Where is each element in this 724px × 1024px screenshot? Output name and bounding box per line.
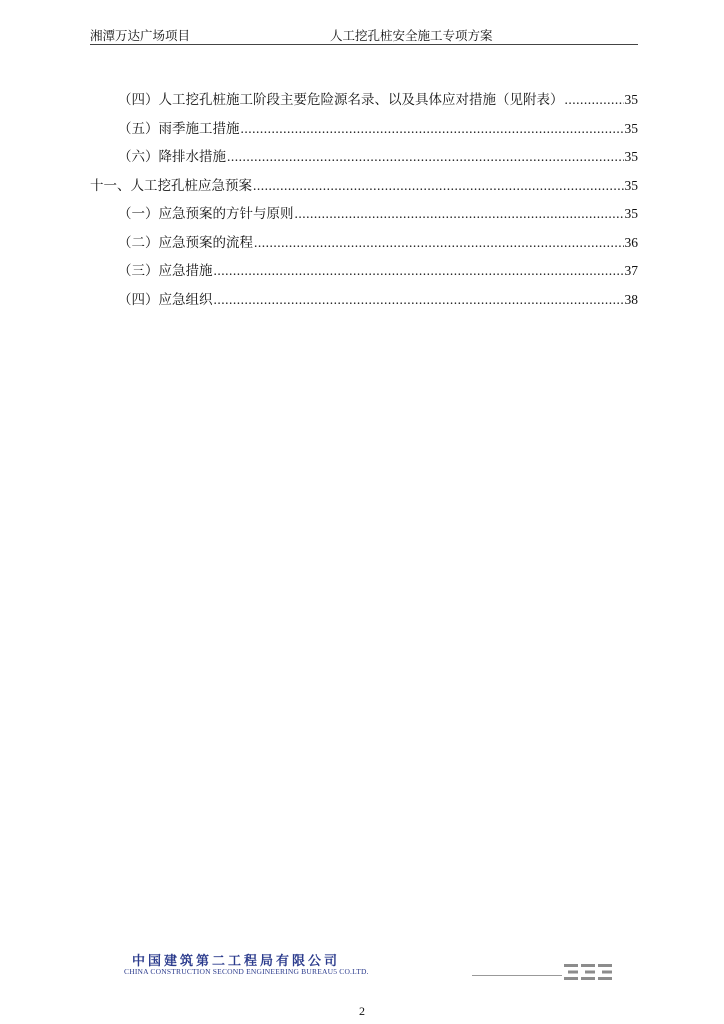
toc-leader-dots (253, 178, 624, 194)
header-project-name: 湘潭万达广场项目 (90, 28, 191, 43)
page-number: 2 (359, 1004, 365, 1018)
page-header (90, 24, 638, 45)
toc-entry-page: 37 (624, 263, 638, 278)
toc-entry-page: 35 (624, 120, 638, 136)
toc-entry-page: 35 (624, 206, 638, 221)
table-of-contents (90, 88, 638, 316)
toc-entry-text: （一）应急预案的方针与原则 (118, 206, 294, 222)
toc-entry-text: （四）人工挖孔桩施工阶段主要危险源名录、以及具体应对措施（见附表） (118, 92, 564, 108)
cscec-logo-icon (564, 962, 614, 986)
toc-entry[interactable] (90, 259, 638, 288)
header-document-title: 人工挖孔桩安全施工专项方案 (330, 28, 493, 43)
toc-leader-dots (241, 121, 624, 137)
toc-leader-dots (214, 263, 624, 279)
toc-entry-page: 38 (624, 291, 638, 307)
toc-entry-text: 十一、人工挖孔桩应急预案 (90, 177, 252, 194)
toc-entry-page: 35 (624, 149, 638, 164)
toc-entry-text: （五）雨季施工措施 (118, 120, 240, 137)
toc-entry[interactable] (90, 174, 638, 203)
toc-entry-page: 36 (624, 234, 638, 250)
toc-leader-dots (227, 149, 624, 165)
company-name-cn: 中国建筑第二工程局有限公司 (132, 954, 341, 969)
toc-leader-dots (214, 292, 624, 308)
footer-divider (472, 975, 562, 976)
company-name-en: CHINA CONSTRUCTION SECOND ENGINEERING BUREAU5 CO.LTD. (124, 967, 369, 976)
toc-leader-dots (565, 92, 624, 108)
toc-entry-page: 35 (624, 92, 638, 107)
toc-entry-text: （二）应急预案的流程 (118, 234, 253, 251)
toc-leader-dots (295, 206, 624, 222)
footer-company-logo (120, 950, 640, 990)
toc-entry-text: （四）应急组织 (118, 291, 213, 308)
toc-entry-text: （六）降排水措施 (118, 149, 226, 165)
toc-entry[interactable] (90, 117, 638, 146)
toc-entry[interactable] (90, 288, 638, 317)
toc-entry[interactable] (90, 231, 638, 260)
toc-entry[interactable] (90, 202, 638, 231)
toc-entry[interactable] (90, 88, 638, 117)
toc-entry[interactable] (90, 145, 638, 174)
toc-entry-text: （三）应急措施 (118, 263, 213, 279)
toc-entry-page: 35 (624, 177, 638, 193)
toc-leader-dots (254, 235, 624, 251)
